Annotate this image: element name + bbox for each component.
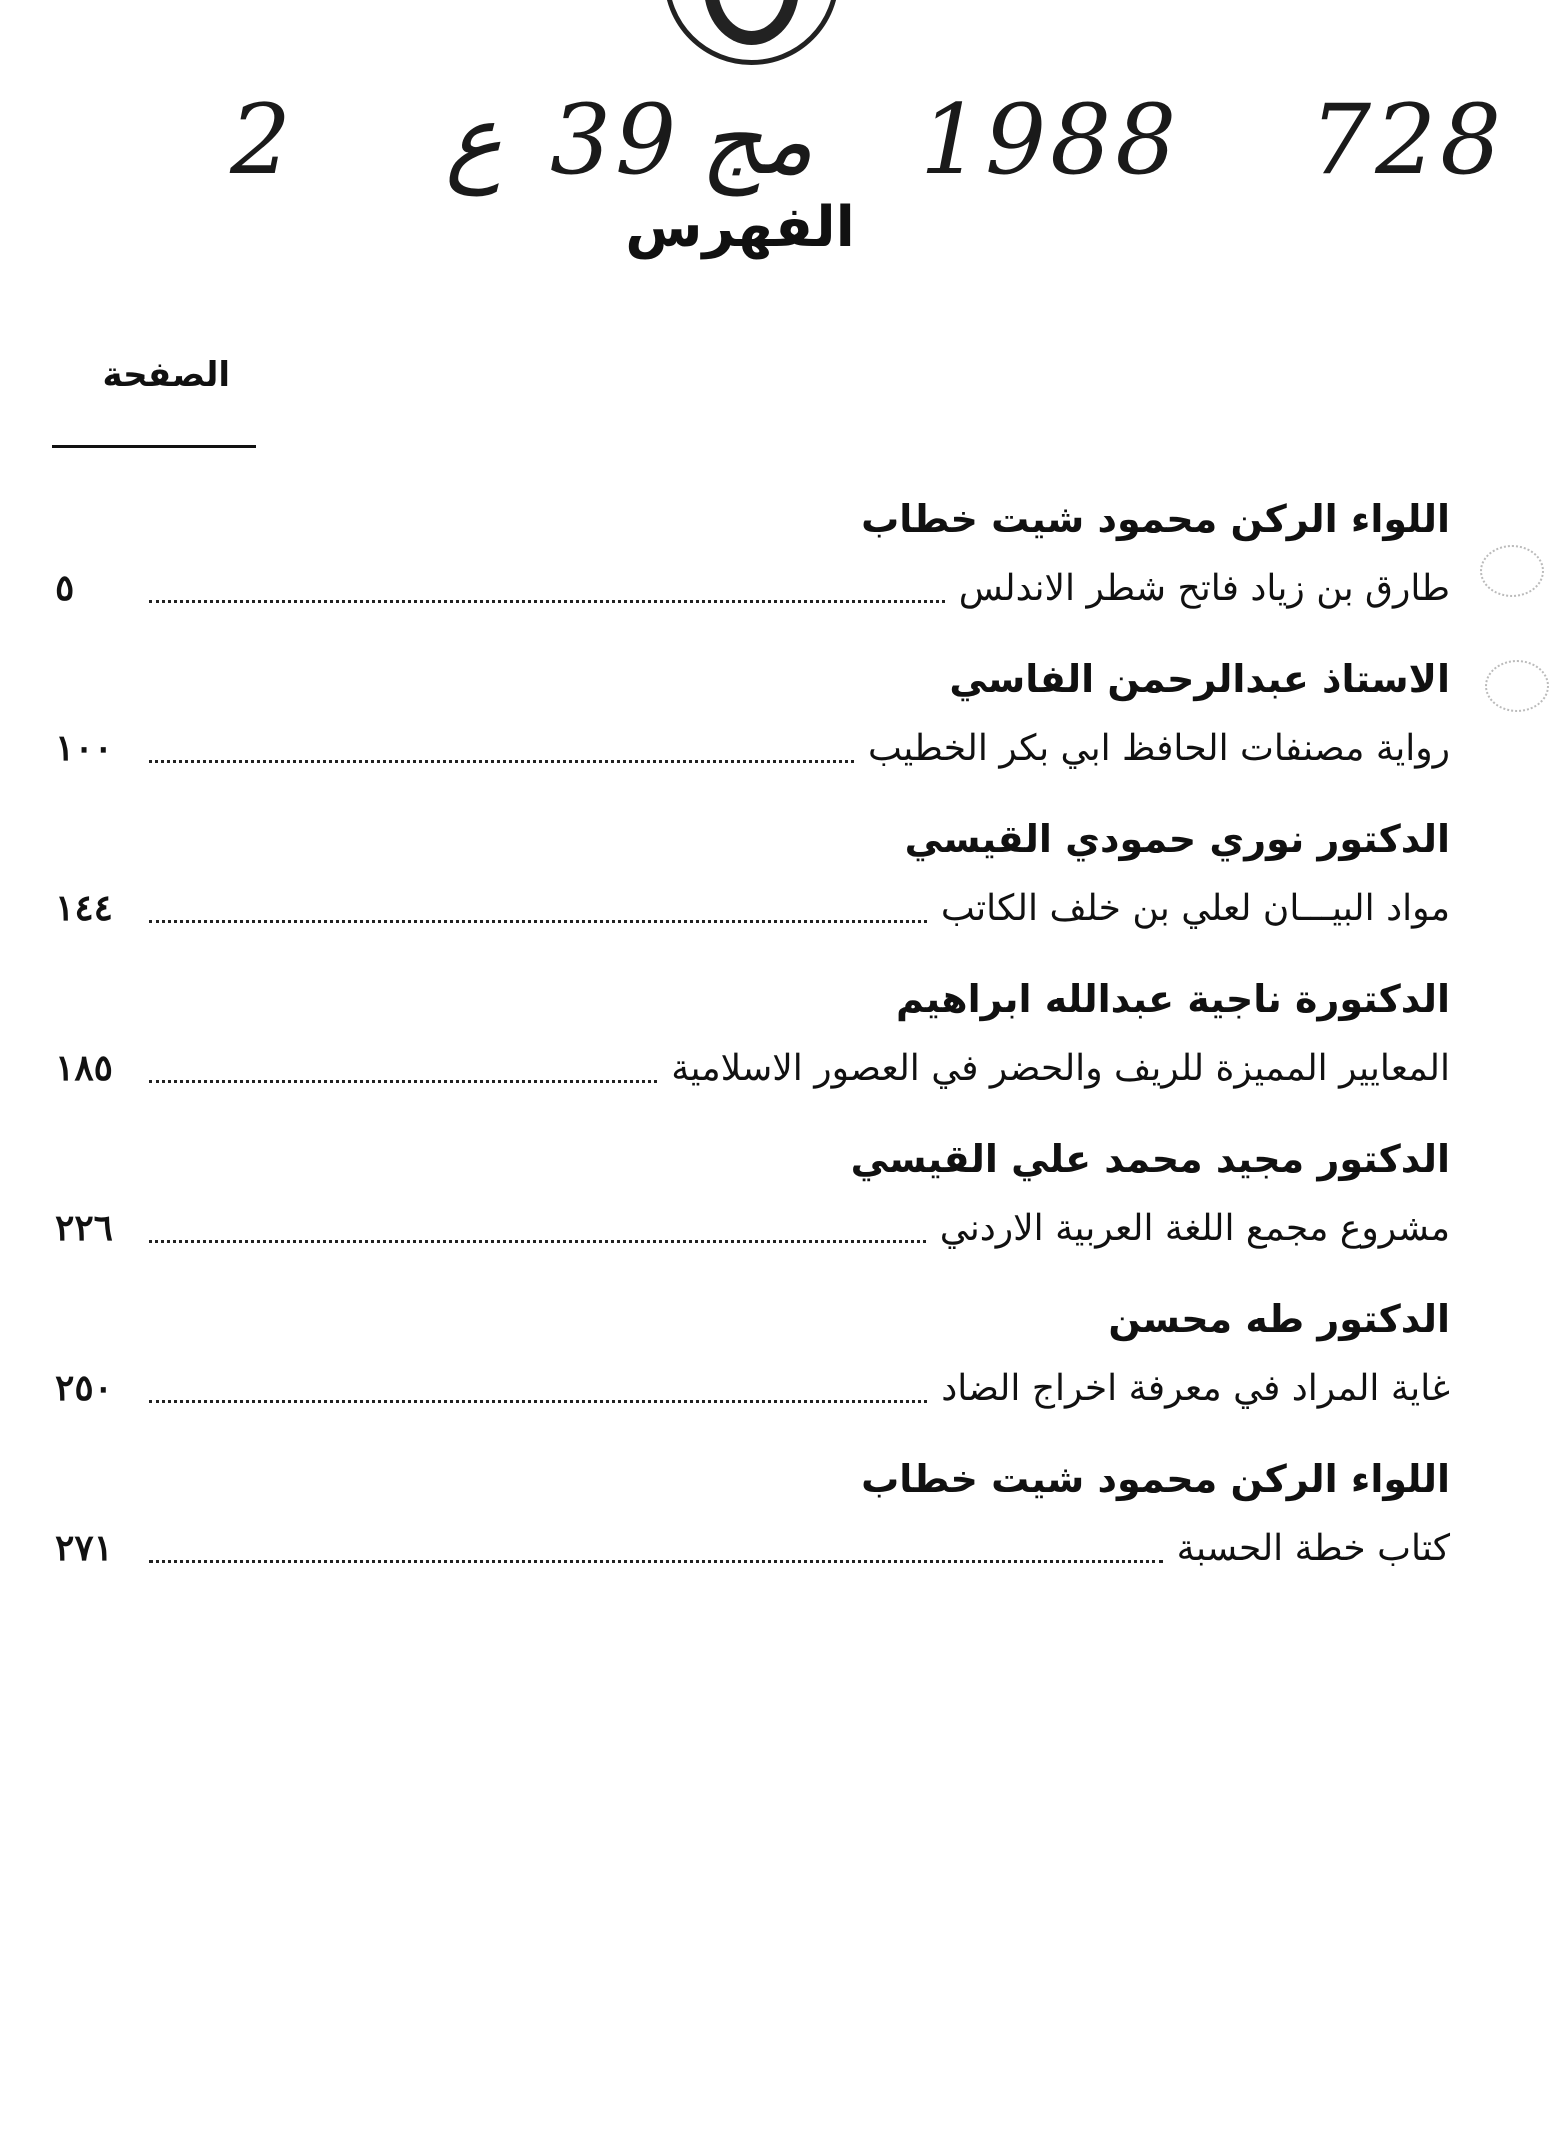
entry-title: طارق بن زياد فاتح شطر الاندلس [958, 568, 1450, 609]
entry-page-number: ٢٥٠ [55, 1367, 114, 1409]
entry-page-number: ٥ [55, 567, 75, 609]
dot-leader [149, 1080, 657, 1083]
hand-number-2: 2 [230, 84, 296, 196]
entry-line[interactable] [55, 1033, 1450, 1103]
dot-leader [149, 760, 854, 763]
entry-title: غاية المراد في معرفة اخراج الضاد [941, 1368, 1450, 1409]
dot-leader [149, 1560, 1163, 1563]
toc-entry [55, 805, 1450, 965]
toc-entry [55, 1125, 1450, 1285]
toc-entry [55, 485, 1450, 645]
toc-entry [55, 645, 1450, 805]
entry-author: اللواء الركن محمود شيت خطاب [861, 1457, 1450, 1501]
scan-mark [1480, 545, 1544, 597]
entry-author: اللواء الركن محمود شيت خطاب [861, 497, 1450, 541]
hand-number-728: 728 [1310, 84, 1506, 196]
entry-author: الدكتور طه محسن [1108, 1297, 1450, 1341]
entry-page-number: ١٨٥ [55, 1047, 114, 1089]
entry-line[interactable] [55, 873, 1450, 943]
entry-title: مواد البيـــان لعلي بن خلف الكاتب [940, 888, 1450, 929]
entry-line[interactable] [55, 1353, 1450, 1423]
page-column-rule [52, 445, 256, 448]
toc-entry [55, 1285, 1450, 1445]
hand-abbrev: مج [700, 84, 814, 196]
toc-entry [55, 1445, 1450, 1605]
table-of-contents [55, 485, 1450, 1605]
entry-author: الاستاذ عبدالرحمن الفاسي [949, 657, 1450, 701]
hand-letter: ع [445, 84, 503, 196]
entry-title: المعايير المميزة للريف والحضر في العصور الاسلامية [671, 1048, 1450, 1089]
hand-year: 1988 [920, 84, 1181, 196]
dot-leader [149, 1400, 927, 1403]
entry-line[interactable] [55, 1193, 1450, 1263]
page-column-label: الصفحة [102, 355, 230, 395]
entry-author: الدكتورة ناجية عبدالله ابراهيم [895, 977, 1450, 1021]
hand-number-39: 39 [550, 84, 681, 196]
entry-title: مشروع مجمع اللغة العربية الاردني [939, 1208, 1450, 1249]
entry-page-number: ٢٧١ [55, 1527, 114, 1569]
page-title: الفهرس [625, 195, 855, 260]
entry-page-number: ١٠٠ [55, 727, 114, 769]
dot-leader [149, 1240, 926, 1243]
entry-title: رواية مصنفات الحافظ ابي بكر الخطيب [867, 728, 1450, 769]
entry-author: الدكتور نوري حمودي القيسي [904, 817, 1450, 861]
scan-mark [1485, 660, 1549, 712]
dot-leader [149, 600, 945, 603]
entry-line[interactable] [55, 553, 1450, 623]
dot-leader [149, 920, 927, 923]
entry-line[interactable] [55, 713, 1450, 783]
entry-page-number: ٢٢٦ [55, 1207, 114, 1249]
entry-title: كتاب خطة الحسبة [1176, 1528, 1450, 1569]
toc-entry [55, 965, 1450, 1125]
entry-line[interactable] [55, 1513, 1450, 1583]
entry-page-number: ١٤٤ [55, 887, 114, 929]
entry-author: الدكتور مجيد محمد علي القيسي [850, 1137, 1450, 1181]
